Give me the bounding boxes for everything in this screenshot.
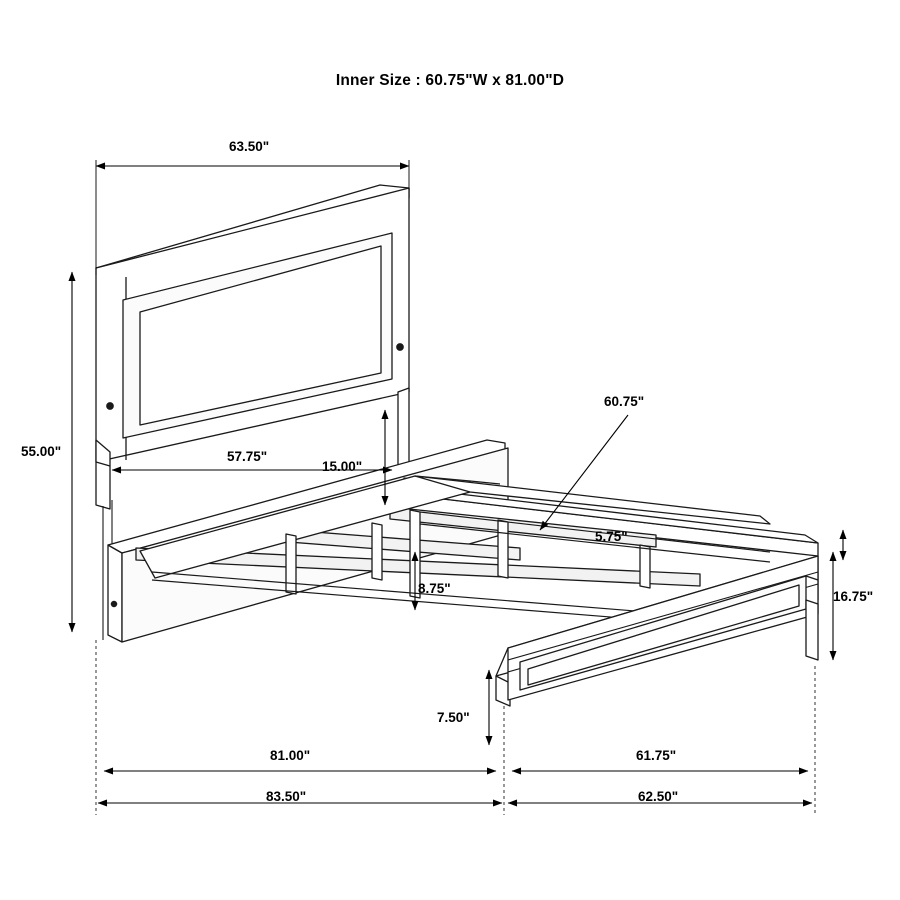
dim-slat-thickness: 5.75" <box>595 529 628 544</box>
dim-footboard-clearance: 7.50" <box>437 710 470 725</box>
dim-headboard-width: 63.50" <box>229 139 270 154</box>
dim-footboard-height: 16.75" <box>833 589 874 604</box>
dim-footboard-width: 61.75" <box>636 748 677 763</box>
page-title: Inner Size : 60.75"W x 81.00"D <box>335 72 565 89</box>
bed-outline <box>96 185 818 706</box>
dim-side-rail-length: 81.00" <box>270 748 311 763</box>
dim-slat-height: 8.75" <box>418 581 451 596</box>
dim-overall-length: 83.50" <box>266 789 307 804</box>
dim-slat-width: 60.75" <box>604 394 645 409</box>
dim-footboard-overall-width: 62.50" <box>638 789 679 804</box>
dim-headboard-panel-width: 57.75" <box>227 449 268 464</box>
dim-rail-to-floor: 15.00" <box>322 459 363 474</box>
dim-overall-height: 55.00" <box>21 444 62 459</box>
